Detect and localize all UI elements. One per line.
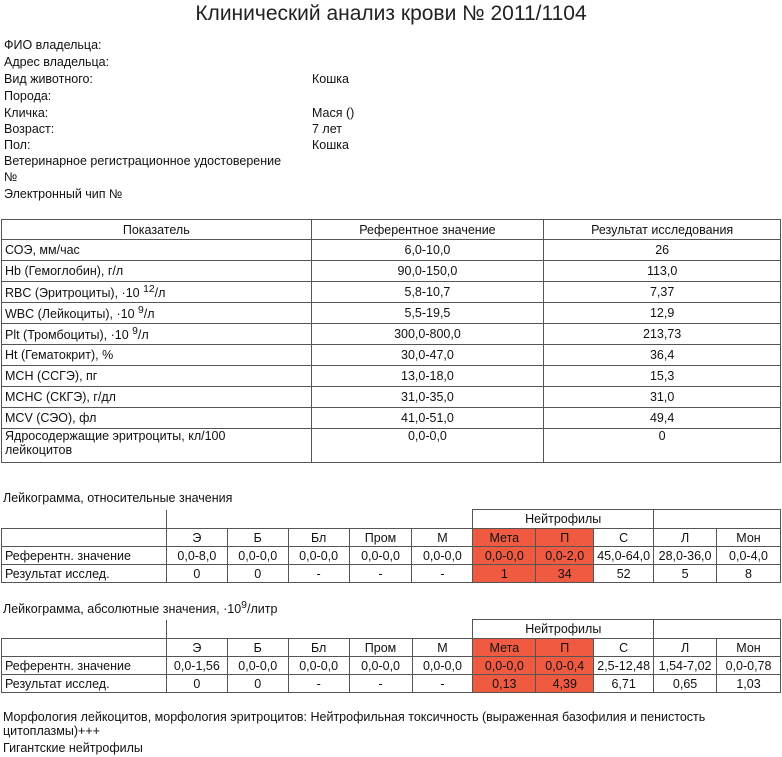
result-cell: 0 [166, 675, 227, 693]
unit-text: /л [143, 307, 155, 322]
table-row [2, 240, 781, 261]
row-reference: 31,0-35,0 [311, 387, 544, 408]
row-indicator-name: MCV (СЭО), фл [2, 408, 312, 429]
giant-neutrophils-note: Гигантские нейтрофилы [3, 741, 143, 755]
result-cell: 0 [166, 565, 227, 583]
page-title: Клинический анализ крови № 2011/1104 [195, 2, 587, 25]
row-result: 31,0 [544, 387, 781, 408]
row-indicator-name [2, 303, 312, 324]
species-value: Кошка [312, 72, 349, 86]
label-text: Лейкограмма, абсолютные значения, ·10 [3, 602, 242, 617]
reference-row [2, 657, 781, 675]
empty-cell [654, 510, 781, 529]
exponent: 12 [143, 283, 155, 295]
breed-label: Порода: [4, 89, 52, 103]
col-monocytes: Мон [717, 529, 781, 547]
reference-row-label: Референтн. значение [2, 547, 167, 565]
col-promyelocytes: Пром [349, 529, 412, 547]
table-row [2, 387, 781, 408]
row-reference: 41,0-51,0 [311, 408, 544, 429]
result-row-label: Результат исслед. [2, 565, 167, 583]
row-reference: 5,5-19,5 [311, 303, 544, 324]
owner-address-label: Адрес владельца: [4, 55, 110, 69]
neutrophils-group-label: Нейтрофилы [473, 620, 654, 639]
result-cell: 0 [227, 675, 288, 693]
ref-cell: 0,0-0,0 [349, 547, 412, 565]
col-blasts: Бл [288, 529, 349, 547]
name-text: WBC (Лейкоциты), ·10 [5, 307, 138, 322]
table-row [2, 429, 781, 463]
ref-cell: 0,0-2,0 [536, 547, 594, 565]
col-myelocytes: М [412, 529, 473, 547]
leukogram-relative-table [1, 509, 781, 583]
result-row-label: Результат исслед. [2, 675, 167, 693]
empty-cell [654, 620, 781, 639]
ref-cell: 1,54-7,02 [654, 657, 717, 675]
header-indicator: Показатель [2, 220, 312, 240]
morphology-note: Морфология лейкоцитов, морфология эритроцитов: Нейтрофильная токсичность (выраженная базофилия и пенистость цитоплазмы)+++ [3, 710, 706, 738]
result-cell: 4,39 [536, 675, 594, 693]
result-cell: 0,13 [473, 675, 536, 693]
row-result: 0 [544, 429, 781, 463]
row-reference: 5,8-10,7 [311, 282, 544, 303]
result-cell: - [412, 565, 473, 583]
leukogram-absolute-table [1, 619, 781, 693]
row-indicator-name: СОЭ, мм/час [2, 240, 312, 261]
ref-cell: 0,0-8,0 [166, 547, 227, 565]
result-row [2, 675, 781, 693]
header-reference: Референтное значение [311, 220, 544, 240]
col-eosinophils: Э [166, 639, 227, 657]
row-result: 213,73 [544, 324, 781, 345]
col-metamyelocytes: Мета [473, 529, 536, 547]
pet-name-value: Мася () [312, 106, 355, 120]
ref-cell: 0,0-4,0 [717, 547, 781, 565]
col-blasts: Бл [288, 639, 349, 657]
ref-cell: 0,0-0,0 [412, 547, 473, 565]
empty-cell [2, 510, 167, 529]
col-myelocytes: М [412, 639, 473, 657]
row-reference: 6,0-10,0 [311, 240, 544, 261]
row-result: 12,9 [544, 303, 781, 324]
neutrophils-group-label: Нейтрофилы [473, 510, 654, 529]
ref-cell: 28,0-36,0 [654, 547, 717, 565]
result-cell: - [288, 565, 349, 583]
pet-name-label: Кличка: [4, 106, 49, 120]
group-row [2, 510, 781, 529]
row-result: 113,0 [544, 261, 781, 282]
row-result: 7,37 [544, 282, 781, 303]
chip-label: Электронный чип № [4, 187, 123, 201]
name-line-2: лейкоцитов [5, 443, 73, 457]
ref-cell: 0,0-0,0 [288, 657, 349, 675]
col-metamyelocytes: Мета [473, 639, 536, 657]
empty-cell [2, 639, 167, 657]
col-segmented: С [594, 529, 654, 547]
leukogram-absolute-label [3, 600, 277, 616]
table-row [2, 303, 781, 324]
exponent: 9 [241, 600, 247, 611]
ref-cell: 0,0-0,0 [227, 547, 288, 565]
table-row [2, 408, 781, 429]
unit-text: /л [154, 286, 166, 301]
group-row [2, 620, 781, 639]
col-lymphocytes: Л [654, 529, 717, 547]
result-cell: - [288, 675, 349, 693]
empty-cell [2, 529, 167, 547]
age-value: 7 лет [312, 122, 342, 136]
result-cell: 8 [717, 565, 781, 583]
result-cell: - [349, 675, 412, 693]
sex-label: Пол: [4, 138, 31, 152]
ref-cell: 0,0-0,0 [227, 657, 288, 675]
result-cell: 0 [227, 565, 288, 583]
result-cell: - [349, 565, 412, 583]
result-cell: 6,71 [594, 675, 654, 693]
row-result: 15,3 [544, 366, 781, 387]
row-indicator-name: Hb (Гемоглобин), г/л [2, 261, 312, 282]
reference-row [2, 547, 781, 565]
table-row [2, 261, 781, 282]
vet-cert-label: Ветеринарное регистрационное удостоверение [4, 154, 282, 168]
row-result: 26 [544, 240, 781, 261]
row-indicator-name [2, 324, 312, 345]
result-cell: 5 [654, 565, 717, 583]
result-cell: - [412, 675, 473, 693]
blood-results-table [1, 219, 781, 463]
empty-cell [2, 620, 167, 639]
ref-cell: 0,0-0,0 [288, 547, 349, 565]
sex-value: Кошка [312, 138, 349, 152]
unit-text: /литр [246, 602, 278, 617]
name-text: RBC (Эритроциты), ·10 [5, 286, 144, 301]
row-reference: 30,0-47,0 [311, 345, 544, 366]
row-reference: 90,0-150,0 [311, 261, 544, 282]
col-band: П [536, 639, 594, 657]
empty-cell [166, 510, 472, 529]
ref-cell: 0,0-0,0 [349, 657, 412, 675]
col-lymphocytes: Л [654, 639, 717, 657]
exponent: 9 [132, 325, 138, 337]
age-label: Возраст: [4, 122, 55, 136]
col-basophils: Б [227, 639, 288, 657]
unit-text: /л [137, 328, 149, 343]
table-row [2, 366, 781, 387]
col-monocytes: Мон [717, 639, 781, 657]
ref-cell: 0,0-0,78 [717, 657, 781, 675]
vet-cert-number: № [4, 170, 18, 184]
empty-cell [166, 620, 472, 639]
row-reference: 0,0-0,0 [311, 429, 544, 463]
ref-cell: 0,0-0,0 [412, 657, 473, 675]
row-indicator-name [2, 429, 312, 463]
reference-row-label: Референтн. значение [2, 657, 167, 675]
row-indicator-name: MCHC (СКГЭ), г/дл [2, 387, 312, 408]
column-header-row [2, 639, 781, 657]
row-indicator-name [2, 282, 312, 303]
ref-cell: 0,0-0,4 [536, 657, 594, 675]
col-basophils: Б [227, 529, 288, 547]
table-header-row [2, 220, 781, 240]
column-header-row [2, 529, 781, 547]
ref-cell: 2,5-12,48 [594, 657, 654, 675]
result-cell: 52 [594, 565, 654, 583]
table-row [2, 282, 781, 303]
col-segmented: С [594, 639, 654, 657]
row-result: 36,4 [544, 345, 781, 366]
ref-cell: 45,0-64,0 [594, 547, 654, 565]
row-reference: 13,0-18,0 [311, 366, 544, 387]
header-result: Результат исследования [544, 220, 781, 240]
result-cell: 1 [473, 565, 536, 583]
row-indicator-name: Ht (Гематокрит), % [2, 345, 312, 366]
table-row [2, 324, 781, 345]
row-indicator-name: MCH (ССГЭ), пг [2, 366, 312, 387]
row-result: 49,4 [544, 408, 781, 429]
name-line-1: Ядросодержащие эритроциты, кл/100 [5, 429, 226, 443]
species-label: Вид животного: [4, 72, 93, 86]
ref-cell: 0,0-1,56 [166, 657, 227, 675]
exponent: 9 [138, 304, 144, 316]
name-text: Plt (Тромбоциты), ·10 [5, 328, 133, 343]
result-cell: 0,65 [654, 675, 717, 693]
owner-fio-label: ФИО владельца: [4, 38, 102, 52]
col-promyelocytes: Пром [349, 639, 412, 657]
col-eosinophils: Э [166, 529, 227, 547]
ref-cell: 0,0-0,0 [473, 547, 536, 565]
ref-cell: 0,0-0,0 [473, 657, 536, 675]
result-row [2, 565, 781, 583]
col-band: П [536, 529, 594, 547]
result-cell: 1,03 [717, 675, 781, 693]
table-row [2, 345, 781, 366]
row-reference: 300,0-800,0 [311, 324, 544, 345]
result-cell: 34 [536, 565, 594, 583]
leukogram-relative-label: Лейкограмма, относительные значения [3, 491, 233, 505]
